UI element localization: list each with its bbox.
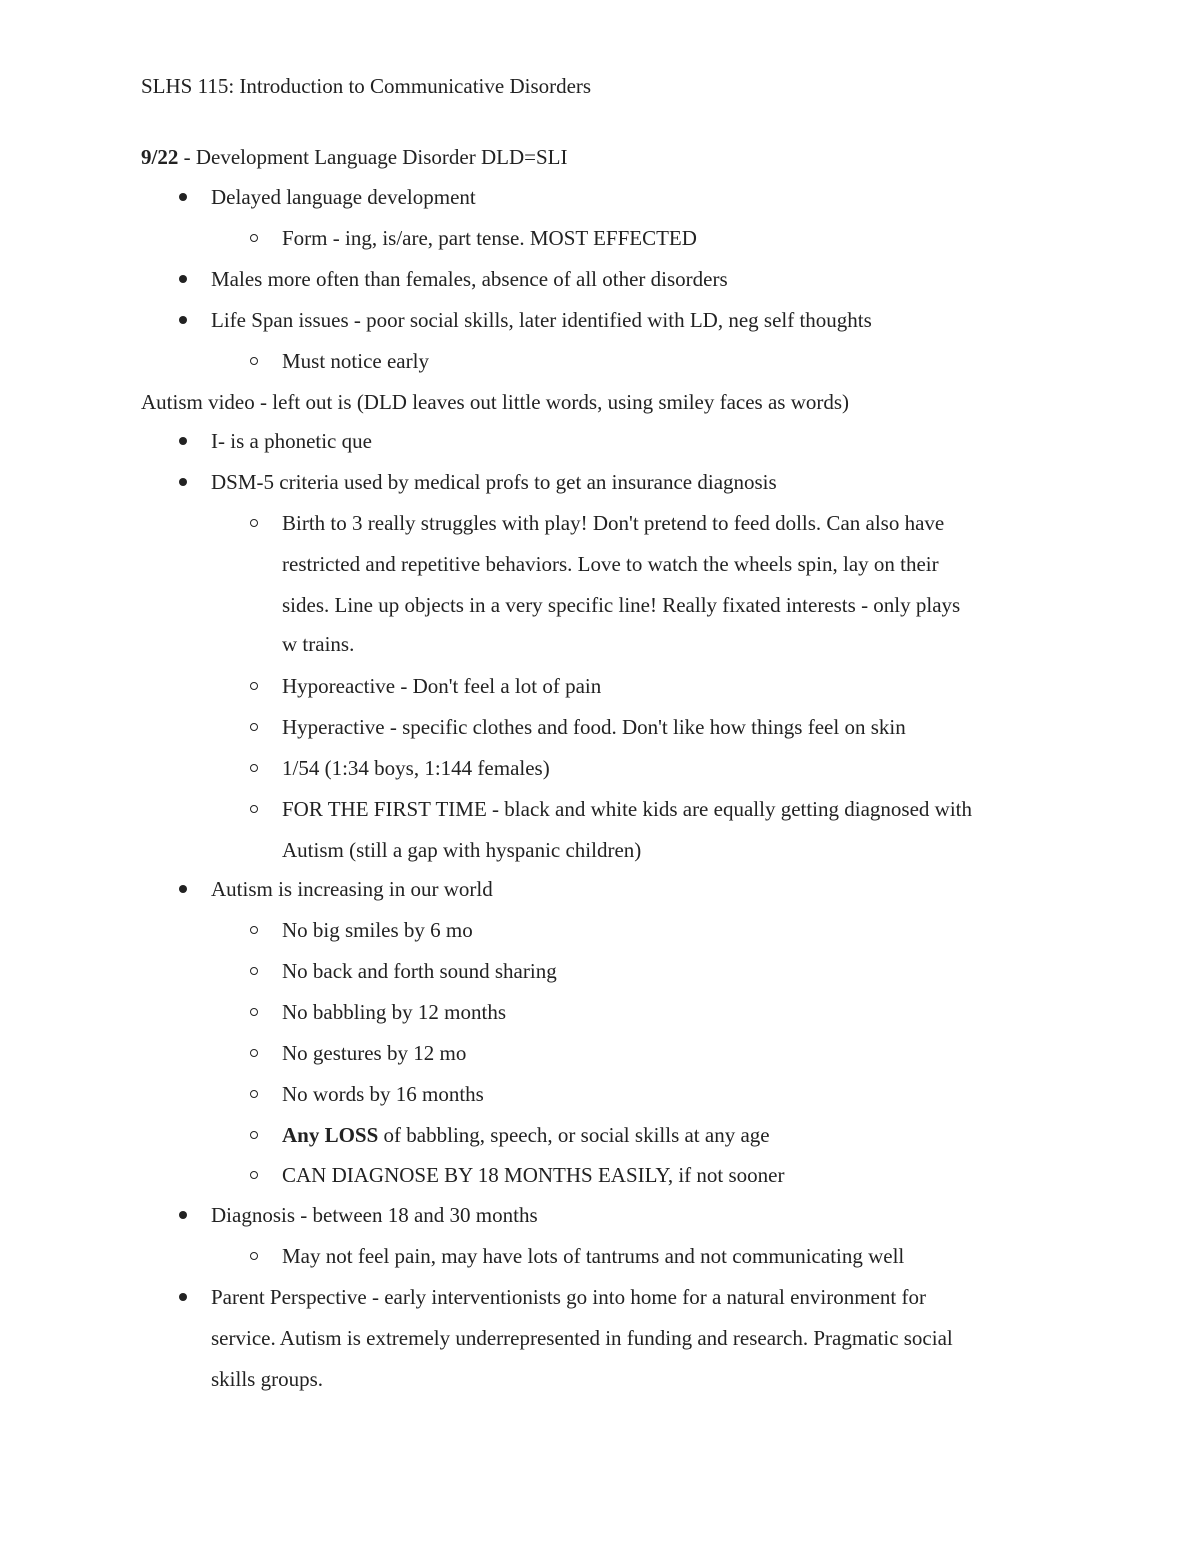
- section-heading-text: - Development Language Disorder DLD=SLI: [178, 145, 568, 169]
- date-label: 9/22: [141, 145, 179, 169]
- sub-list-item: May not feel pain, may have lots of tantrums and not communicating well: [282, 1244, 905, 1268]
- sub-bullet-icon: [250, 1049, 258, 1057]
- sub-bullet-icon: [250, 723, 258, 731]
- sub-list-item: Birth to 3 really struggles with play! Don't pretend to feed dolls. Can also have: [282, 511, 945, 535]
- sub-list-item-continuation: Autism (still a gap with hyspanic children): [282, 838, 642, 862]
- sub-bullet-icon: [250, 1131, 258, 1139]
- bullet-icon: [179, 885, 187, 893]
- section-heading-autism: Autism video - left out is (DLD leaves out little words, using smiley faces as words): [141, 390, 850, 414]
- emphasis-text: Any LOSS: [282, 1123, 379, 1147]
- sub-bullet-icon: [250, 682, 258, 690]
- list-item-continuation: skills groups.: [211, 1367, 324, 1391]
- sub-list-item: Hyporeactive - Don't feel a lot of pain: [282, 674, 602, 698]
- sub-bullet-icon: [250, 926, 258, 934]
- sub-list-item-text: of babbling, speech, or social skills at any age: [378, 1123, 770, 1147]
- sub-list-item: No gestures by 12 mo: [282, 1041, 467, 1065]
- sub-list-item: No words by 16 months: [282, 1082, 484, 1106]
- sub-list-item: No big smiles by 6 mo: [282, 918, 473, 942]
- list-item: I- is a phonetic que: [211, 429, 372, 453]
- sub-bullet-icon: [250, 357, 258, 365]
- sub-bullet-icon: [250, 764, 258, 772]
- list-item: Parent Perspective - early interventionists go into home for a natural environment for: [211, 1285, 926, 1309]
- sub-bullet-icon: [250, 234, 258, 242]
- sub-list-item: 1/54 (1:34 boys, 1:144 females): [282, 756, 550, 780]
- document-title: SLHS 115: Introduction to Communicative Disorders: [141, 74, 592, 98]
- sub-list-item: CAN DIAGNOSE BY 18 MONTHS EASILY, if not sooner: [282, 1163, 785, 1187]
- list-item: Diagnosis - between 18 and 30 months: [211, 1203, 538, 1227]
- list-item: Delayed language development: [211, 185, 476, 209]
- sub-list-item: No back and forth sound sharing: [282, 959, 557, 983]
- list-item-continuation: service. Autism is extremely underrepresented in funding and research. Pragmatic social: [211, 1326, 953, 1350]
- sub-bullet-icon: [250, 1252, 258, 1260]
- list-item: Life Span issues - poor social skills, later identified with LD, neg self thoughts: [211, 308, 872, 332]
- sub-list-item: Must notice early: [282, 349, 429, 373]
- list-item: Autism is increasing in our world: [211, 877, 493, 901]
- bullet-icon: [179, 437, 187, 445]
- sub-bullet-icon: [250, 519, 258, 527]
- sub-list-item: No babbling by 12 months: [282, 1000, 506, 1024]
- list-item: Males more often than females, absence of all other disorders: [211, 267, 728, 291]
- sub-bullet-icon: [250, 1008, 258, 1016]
- sub-list-item-continuation: sides. Line up objects in a very specific line! Really fixated interests - only plays: [282, 593, 961, 617]
- bullet-icon: [179, 478, 187, 486]
- sub-list-item-continuation: w trains.: [282, 632, 355, 656]
- bullet-icon: [179, 275, 187, 283]
- sub-bullet-icon: [250, 1171, 258, 1179]
- list-item: DSM-5 criteria used by medical profs to get an insurance diagnosis: [211, 470, 777, 494]
- bullet-icon: [179, 316, 187, 324]
- sub-bullet-icon: [250, 805, 258, 813]
- sub-list-item: FOR THE FIRST TIME - black and white kids are equally getting diagnosed with: [282, 797, 972, 821]
- sub-bullet-icon: [250, 967, 258, 975]
- bullet-icon: [179, 1211, 187, 1219]
- sub-list-item: Form - ing, is/are, part tense. MOST EFFECTED: [282, 226, 697, 250]
- section-heading-dld: [141, 142, 568, 172]
- bullet-icon: [179, 1293, 187, 1301]
- sub-list-item: [282, 1120, 770, 1150]
- sub-bullet-icon: [250, 1090, 258, 1098]
- bullet-icon: [179, 193, 187, 201]
- sub-list-item-continuation: restricted and repetitive behaviors. Love to watch the wheels spin, lay on their: [282, 552, 939, 576]
- sub-list-item: Hyperactive - specific clothes and food. Don't like how things feel on skin: [282, 715, 906, 739]
